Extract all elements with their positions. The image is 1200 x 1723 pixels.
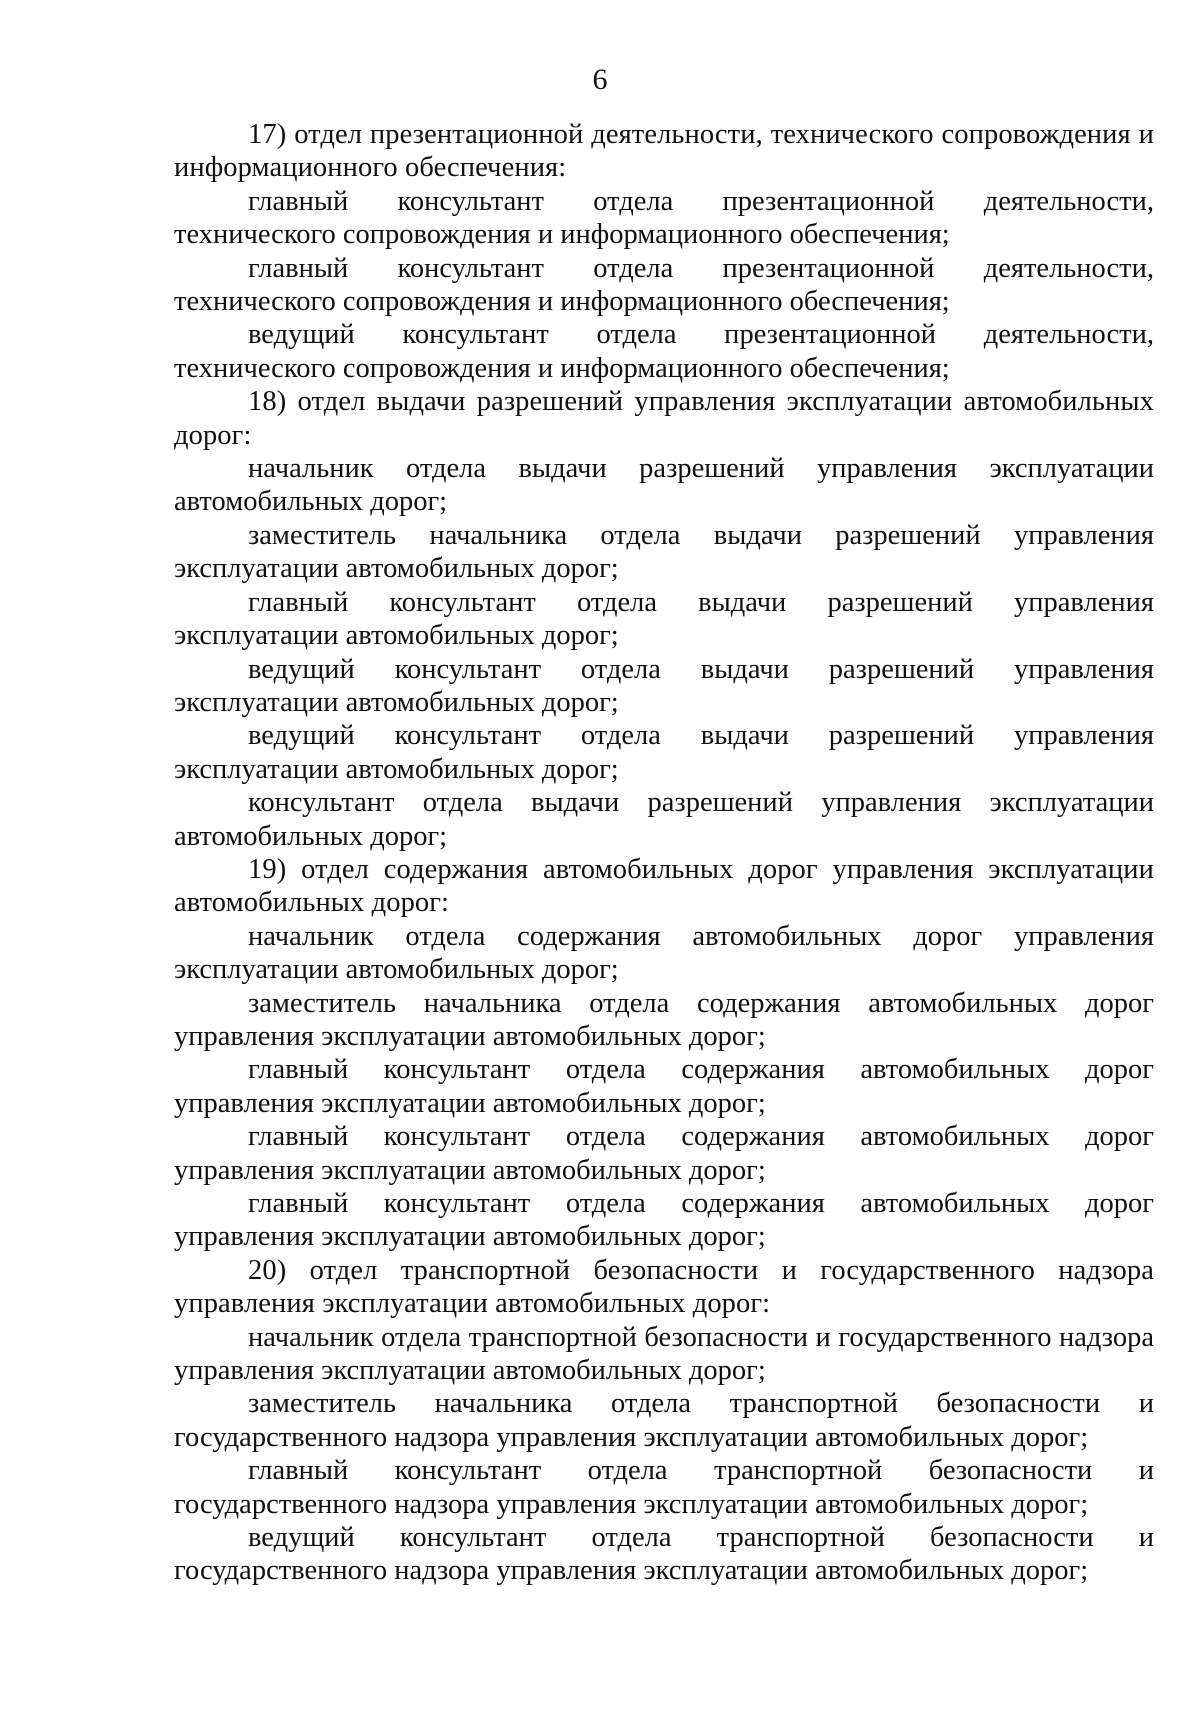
position-item: главный консультант отдела содержания автомобильных дорог управления эксплуатации автомобильных дорог;: [174, 1121, 1154, 1186]
section-heading-17: 17) отдел презентационной деятельности, технического сопровождения и информационного обеспечения:: [174, 119, 1154, 184]
position-item: главный консультант отдела содержания автомобильных дорог управления эксплуатации автомобильных дорог;: [174, 1188, 1154, 1253]
position-item: начальник отдела содержания автомобильных дорог управления эксплуатации автомобильных дорог;: [174, 920, 1154, 986]
section-heading-19: 19) отдел содержания автомобильных дорог управления эксплуатации автомобильных дорог:: [174, 853, 1154, 919]
section-heading-20: 20) отдел транспортной безопасности и государственного надзора управления эксплуатации автомобильных дорог:: [174, 1254, 1154, 1320]
position-item: главный консультант отдела презентационной деятельности, технического сопровождения и информационного обеспечения;: [174, 185, 1154, 251]
position-item: ведущий консультант отдела выдачи разрешений управления эксплуатации автомобильных дорог;: [174, 653, 1154, 718]
position-item: заместитель начальника отдела содержания автомобильных дорог управления эксплуатации автомобильных дорог;: [174, 987, 1154, 1052]
section-heading-18: 18) отдел выдачи разрешений управления эксплуатации автомобильных дорог:: [174, 386, 1154, 451]
position-item: заместитель начальника отдела транспортной безопасности и государственного надзора управления эксплуатации автомобильных дорог;: [174, 1388, 1154, 1453]
position-item: главный консультант отдела содержания автомобильных дорог управления эксплуатации автомобильных дорог;: [174, 1054, 1154, 1119]
position-item: начальник отдела выдачи разрешений управления эксплуатации автомобильных дорог;: [174, 453, 1154, 518]
position-item: главный консультант отдела выдачи разрешений управления эксплуатации автомобильных дорог;: [174, 586, 1154, 652]
position-item: главный консультант отдела презентационной деятельности, технического сопровождения и информационного обеспечения;: [174, 252, 1154, 318]
position-item: ведущий консультант отдела выдачи разрешений управления эксплуатации автомобильных дорог;: [174, 720, 1154, 785]
position-item: главный консультант отдела транспортной безопасности и государственного надзора управления эксплуатации автомобильных дорог;: [174, 1455, 1154, 1520]
position-item: ведущий консультант отдела транспортной безопасности и государственного надзора управления эксплуатации автомобильных дорог;: [174, 1522, 1154, 1587]
position-item: начальник отдела транспортной безопасности и государственного надзора управления эксплуатации автомобильных дорог;: [174, 1321, 1154, 1387]
position-item: заместитель начальника отдела выдачи разрешений управления эксплуатации автомобильных дорог;: [174, 519, 1154, 585]
position-item: ведущий консультант отдела презентационной деятельности, технического сопровождения и информационного обеспечения;: [174, 319, 1154, 384]
position-item: консультант отдела выдачи разрешений управления эксплуатации автомобильных дорог;: [174, 787, 1154, 852]
document-body: [174, 118, 1154, 1588]
page-number: 6: [592, 63, 608, 96]
